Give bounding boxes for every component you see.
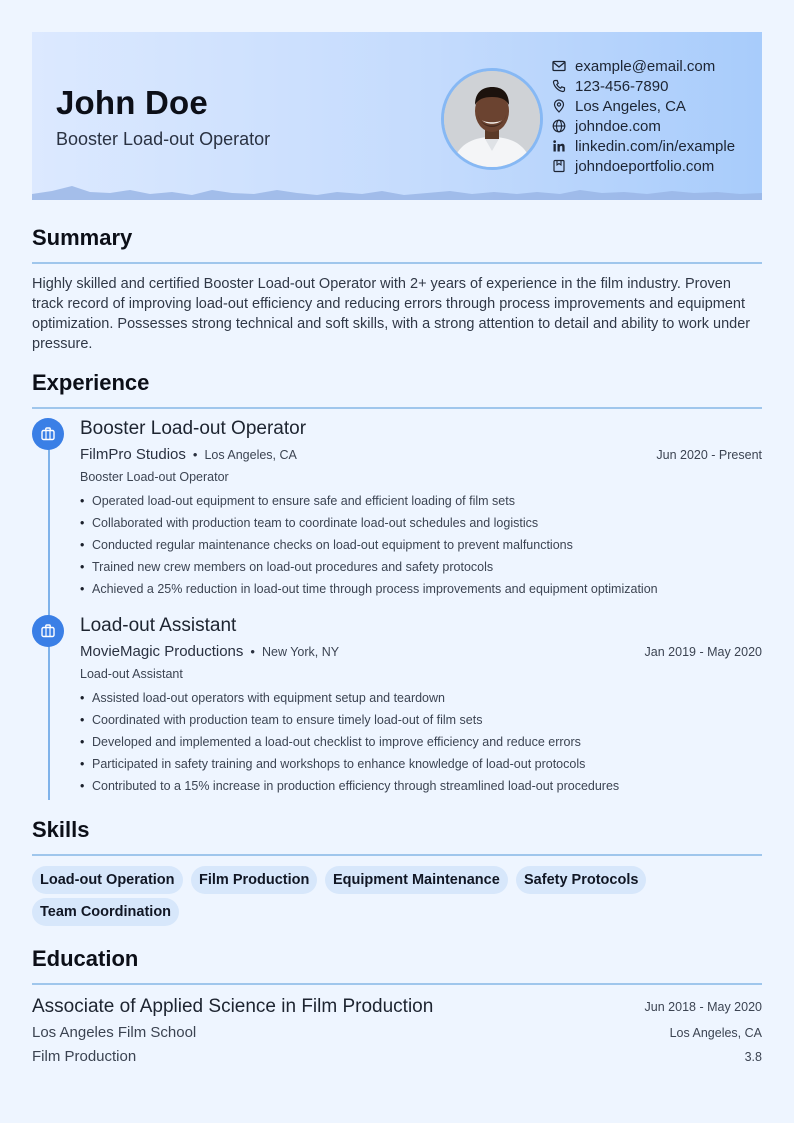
contact-email[interactable]: example@email.com (552, 56, 735, 76)
list-item: • Operated load-out equipment to ensure safe and efficient loading of film sets (80, 492, 658, 514)
summary-section (32, 225, 762, 352)
contact-website[interactable]: johndoe.com (552, 116, 735, 136)
education-heading: Education (32, 946, 139, 971)
avatar (441, 68, 543, 170)
contact-portfolio[interactable]: johndoeportfolio.com (552, 156, 735, 176)
job-location: Los Angeles, CA (204, 448, 297, 462)
list-item: • Achieved a 25% reduction in load-out time through process improvements and equipment optimization (80, 580, 658, 602)
section-divider (32, 854, 762, 856)
education-field: Film Production (32, 1048, 137, 1065)
job-location: New York, NY (261, 645, 340, 659)
job-title: Load-out Assistant (80, 615, 237, 636)
job-company: MovieMagic Productions (80, 643, 244, 660)
candidate-title: Booster Load-out Operator (56, 129, 271, 149)
list-item: • Assisted load-out operators with equipment setup and teardown (80, 689, 619, 711)
skills-heading: Skills (32, 817, 90, 842)
list-item: • Collaborated with production team to coordinate load-out schedules and logistics (80, 514, 658, 536)
separator-dot: • (250, 644, 255, 659)
contact-linkedin[interactable]: linkedin.com/in/example (552, 136, 735, 156)
skill-chip: Team Coordination (32, 898, 179, 926)
list-item: • Developed and implemented a load-out checklist to improve efficiency and reduce errors (80, 733, 619, 755)
linkedin-icon (552, 139, 566, 153)
section-divider (32, 262, 762, 264)
list-item: • Coordinated with production team to ensure timely load-out of film sets (80, 711, 619, 733)
resume-header (32, 32, 762, 200)
separator-dot: • (192, 447, 198, 462)
candidate-name: John Doe (56, 84, 208, 121)
section-divider (32, 407, 762, 409)
profile-photo (444, 71, 540, 167)
contact-phone[interactable]: 123-456-7890 (552, 76, 735, 96)
skill-chip: Film Production (191, 866, 317, 894)
job-company: FilmPro Studios (80, 446, 186, 463)
job-company-line (80, 446, 297, 463)
location-pin-icon (552, 99, 566, 113)
contact-location: Los Angeles, CA (552, 96, 735, 116)
skill-chip: Safety Protocols (516, 866, 646, 894)
list-item: • Participated in safety training and workshops to enhance knowledge of load-out protocols (80, 755, 619, 777)
job-role: Load-out Assistant (80, 667, 183, 681)
globe-icon (552, 119, 566, 133)
experience-heading: Experience (32, 370, 150, 395)
job-bullet-list (80, 492, 658, 602)
skills-section (32, 817, 762, 843)
skill-chip: Load-out Operation (32, 866, 183, 894)
portfolio-icon (552, 159, 566, 173)
list-item: • Contributed to a 15% increase in production efficiency through streamlined load-out procedures (80, 777, 619, 799)
summary-text: Highly skilled and certified Booster Load-out Operator with 2+ years of experience in the film industry. Proven track record of improving load-out efficiency and reducing errors through process improvements and equipment optimization. Possesses strong technical and soft skills, with a strong attention to detail and ability to work under pressure. (32, 276, 751, 352)
education-location: Los Angeles, CA (669, 1026, 762, 1040)
list-item: • Trained new crew members on load-out procedures and safety protocols (80, 558, 658, 580)
education-section (32, 946, 762, 972)
job-dates: Jan 2019 - May 2020 (644, 645, 762, 659)
skill-chip: Equipment Maintenance (325, 866, 508, 894)
summary-heading: Summary (32, 225, 133, 250)
contact-list (552, 56, 735, 176)
job-role: Booster Load-out Operator (80, 470, 229, 484)
mail-icon (552, 59, 566, 73)
section-divider (32, 983, 762, 985)
education-dates: Jun 2018 - May 2020 (644, 1000, 762, 1014)
job-title: Booster Load-out Operator (80, 418, 307, 439)
job-bullet-list (80, 689, 619, 799)
briefcase-icon (32, 418, 64, 450)
briefcase-icon (32, 615, 64, 647)
header-mountain-decoration (32, 184, 762, 200)
education-gpa: 3.8 (744, 1050, 762, 1064)
experience-section (32, 370, 762, 396)
education-degree: Associate of Applied Science in Film Production (32, 996, 434, 1017)
phone-icon (552, 79, 566, 93)
job-dates: Jun 2020 - Present (656, 448, 762, 462)
job-company-line (80, 643, 339, 660)
list-item: • Conducted regular maintenance checks on load-out equipment to prevent malfunctions (80, 536, 658, 558)
education-school: Los Angeles Film School (32, 1024, 197, 1041)
